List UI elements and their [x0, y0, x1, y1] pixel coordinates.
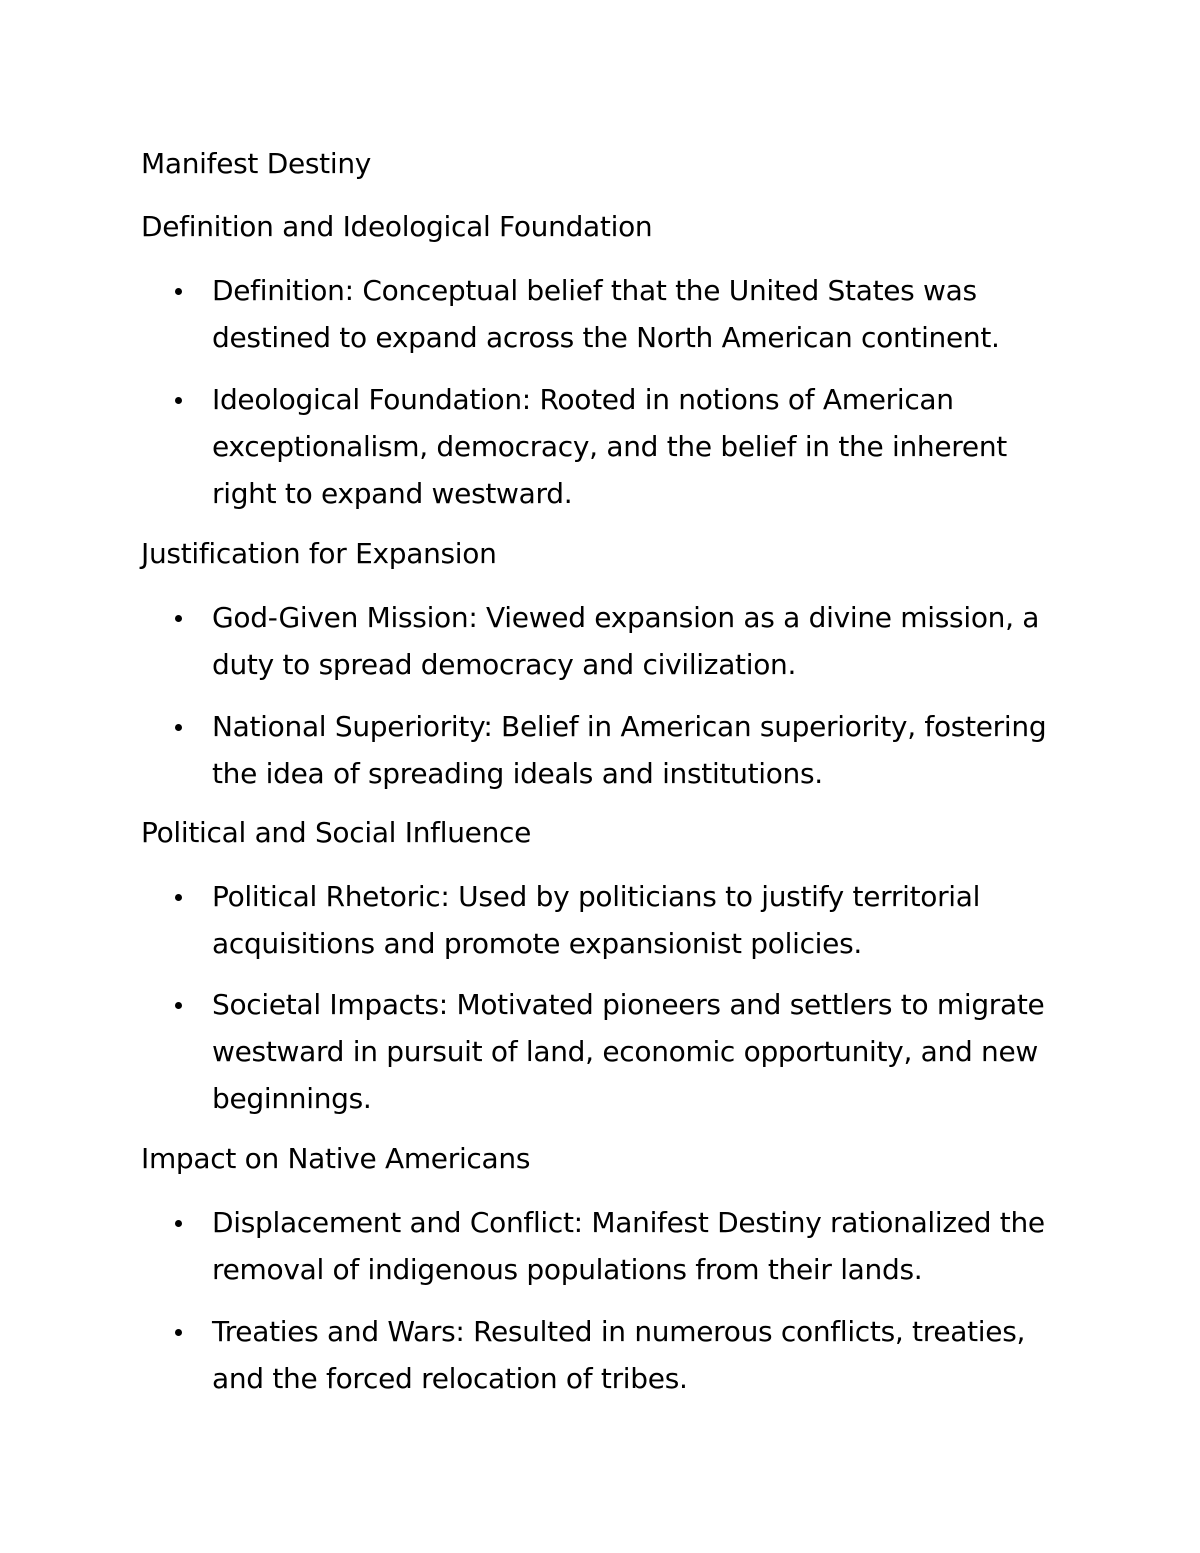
bullet-icon: [175, 1220, 182, 1227]
section-heading-native-americans: Impact on Native Americans: [141, 1142, 531, 1175]
list-item-text: Treaties and Wars: Resulted in numerous conflicts, treaties, and the forced relocation of tribes.: [212, 1315, 1026, 1395]
list-item-text: Ideological Foundation: Rooted in notions of American exceptionalism, democracy, and the belief in the inherent right to expand westward.: [212, 383, 1007, 510]
list-item: [212, 981, 1072, 1122]
list-item-text: Political Rhetoric: Used by politicians to justify territorial acquisitions and promote expansionist policies.: [212, 880, 981, 960]
document-title: Manifest Destiny: [141, 147, 372, 180]
section-heading-political-social: Political and Social Influence: [141, 816, 532, 849]
bullet-icon: [175, 397, 182, 404]
bullet-icon: [175, 724, 182, 731]
bullet-icon: [175, 288, 182, 295]
section-heading-definition: Definition and Ideological Foundation: [141, 210, 653, 243]
bullet-icon: [175, 615, 182, 622]
list-item: [212, 594, 1072, 688]
list-item: [212, 376, 1072, 517]
list-item: [212, 267, 1072, 361]
list-item: [212, 873, 1072, 967]
list-item-text: National Superiority: Belief in American superiority, fostering the idea of spreading ideals and institutions.: [212, 710, 1047, 790]
section-heading-justification: Justification for Expansion: [141, 537, 497, 570]
bullet-icon: [175, 1002, 182, 1009]
list-item: [212, 1308, 1072, 1402]
list-item-text: Societal Impacts: Motivated pioneers and settlers to migrate westward in pursuit of land, economic opportunity, and new beginnings.: [212, 988, 1045, 1115]
bullet-icon: [175, 1329, 182, 1336]
list-item: [212, 1199, 1072, 1293]
list-item-text: Definition: Conceptual belief that the United States was destined to expand across the North American continent.: [212, 274, 1000, 354]
list-item-text: God-Given Mission: Viewed expansion as a divine mission, a duty to spread democracy and civilization.: [212, 601, 1040, 681]
bullet-icon: [175, 894, 182, 901]
list-item: [212, 703, 1072, 797]
list-item-text: Displacement and Conflict: Manifest Destiny rationalized the removal of indigenous populations from their lands.: [212, 1206, 1045, 1286]
